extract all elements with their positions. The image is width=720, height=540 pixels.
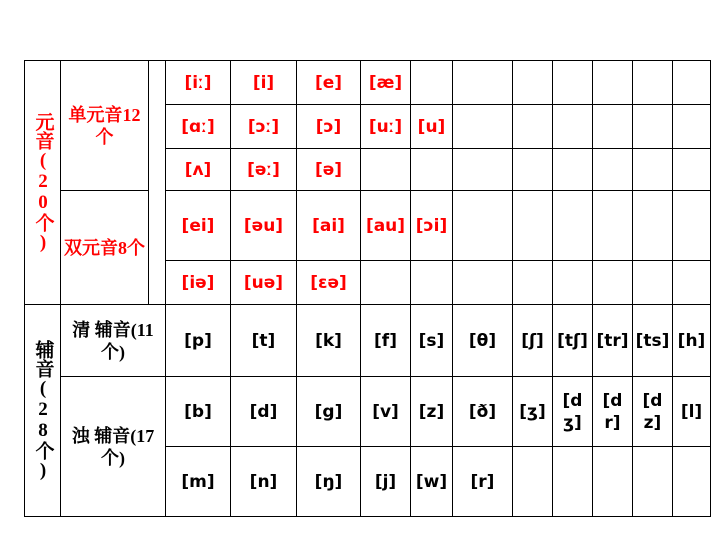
empty-cell [592, 60, 633, 105]
symbol-cell: [s] [410, 304, 453, 377]
symbol-cell: [ei] [165, 190, 231, 261]
symbol-cell: [ŋ] [296, 446, 361, 517]
empty-cell [672, 446, 711, 517]
symbol-cell: [h] [672, 304, 711, 377]
symbol-cell: [b] [165, 376, 231, 447]
symbol-cell: [dr] [592, 376, 633, 447]
empty-cell [452, 148, 513, 191]
symbol-cell: [ə] [296, 148, 361, 191]
symbol-cell: [ɛə] [296, 260, 361, 305]
symbol-cell: [g] [296, 376, 361, 447]
diphthongs-label: 双元音8个 [60, 190, 149, 305]
phonetic-table [24, 60, 710, 516]
empty-cell [592, 260, 633, 305]
empty-cell [632, 60, 673, 105]
empty-cell [452, 60, 513, 105]
empty-cell [512, 190, 553, 261]
symbol-cell: [əu] [230, 190, 297, 261]
symbol-cell: [p] [165, 304, 231, 377]
empty-cell [672, 190, 711, 261]
symbol-cell: [v] [360, 376, 411, 447]
empty-cell [360, 260, 411, 305]
empty-cell [632, 446, 673, 517]
symbol-cell: [k] [296, 304, 361, 377]
empty-cell [672, 60, 711, 105]
empty-cell [552, 148, 593, 191]
empty-cell [360, 148, 411, 191]
symbol-cell: [ɔː] [230, 104, 297, 149]
monophthongs-label: 单元音12个 [60, 60, 149, 191]
symbol-cell: [f] [360, 304, 411, 377]
empty-cell [512, 104, 553, 149]
symbol-cell: [e] [296, 60, 361, 105]
symbol-cell: [ʃ] [512, 304, 553, 377]
symbol-cell: [m] [165, 446, 231, 517]
empty-cell [632, 190, 673, 261]
empty-cell [552, 190, 593, 261]
symbol-cell: [tʃ] [552, 304, 593, 377]
empty-cell [592, 148, 633, 191]
empty-cell [452, 260, 513, 305]
symbol-cell: [l] [672, 376, 711, 447]
symbol-cell: [əː] [230, 148, 297, 191]
empty-cell [452, 190, 513, 261]
empty-cell [632, 104, 673, 149]
symbol-cell: [uː] [360, 104, 411, 149]
spacer-column [148, 60, 166, 305]
vowels-group-label: 元音(20个) [24, 60, 61, 305]
symbol-cell: [tr] [592, 304, 633, 377]
symbol-cell: [n] [230, 446, 297, 517]
empty-cell [632, 260, 673, 305]
symbol-cell: [w] [410, 446, 453, 517]
empty-cell [672, 148, 711, 191]
symbol-cell: [t] [230, 304, 297, 377]
empty-cell [410, 260, 453, 305]
empty-cell [552, 104, 593, 149]
symbol-cell: [dz] [632, 376, 673, 447]
empty-cell [672, 104, 711, 149]
symbol-cell: [r] [452, 446, 513, 517]
empty-cell [592, 446, 633, 517]
symbol-cell: [u] [410, 104, 453, 149]
empty-cell [512, 260, 553, 305]
empty-cell [552, 260, 593, 305]
consonants-group-label: 辅音(28个) [24, 304, 61, 517]
symbol-cell: [æ] [360, 60, 411, 105]
voiceless-label: 清 辅音(11个) [60, 304, 166, 377]
symbol-cell: [ɔ] [296, 104, 361, 149]
symbol-cell: [ɔi] [410, 190, 453, 261]
empty-cell [592, 104, 633, 149]
symbol-cell: [z] [410, 376, 453, 447]
empty-cell [552, 446, 593, 517]
empty-cell [672, 260, 711, 305]
symbol-cell: [θ] [452, 304, 513, 377]
empty-cell [512, 148, 553, 191]
empty-cell [410, 60, 453, 105]
empty-cell [632, 148, 673, 191]
empty-cell [410, 148, 453, 191]
symbol-cell: [ai] [296, 190, 361, 261]
symbol-cell: [ɑː] [165, 104, 231, 149]
symbol-cell: [i] [230, 60, 297, 105]
symbol-cell: [iː] [165, 60, 231, 105]
symbol-cell: [au] [360, 190, 411, 261]
symbol-cell: [ʒ] [512, 376, 553, 447]
symbol-cell: [j] [360, 446, 411, 517]
empty-cell [452, 104, 513, 149]
empty-cell [552, 60, 593, 105]
symbol-cell: [uə] [230, 260, 297, 305]
symbol-cell: [dʒ] [552, 376, 593, 447]
symbol-cell: [ð] [452, 376, 513, 447]
empty-cell [592, 190, 633, 261]
symbol-cell: [d] [230, 376, 297, 447]
symbol-cell: [iə] [165, 260, 231, 305]
symbol-cell: [ts] [632, 304, 673, 377]
empty-cell [512, 60, 553, 105]
voiced-label: 浊 辅音(17个) [60, 376, 166, 517]
symbol-cell: [ʌ] [165, 148, 231, 191]
empty-cell [512, 446, 553, 517]
